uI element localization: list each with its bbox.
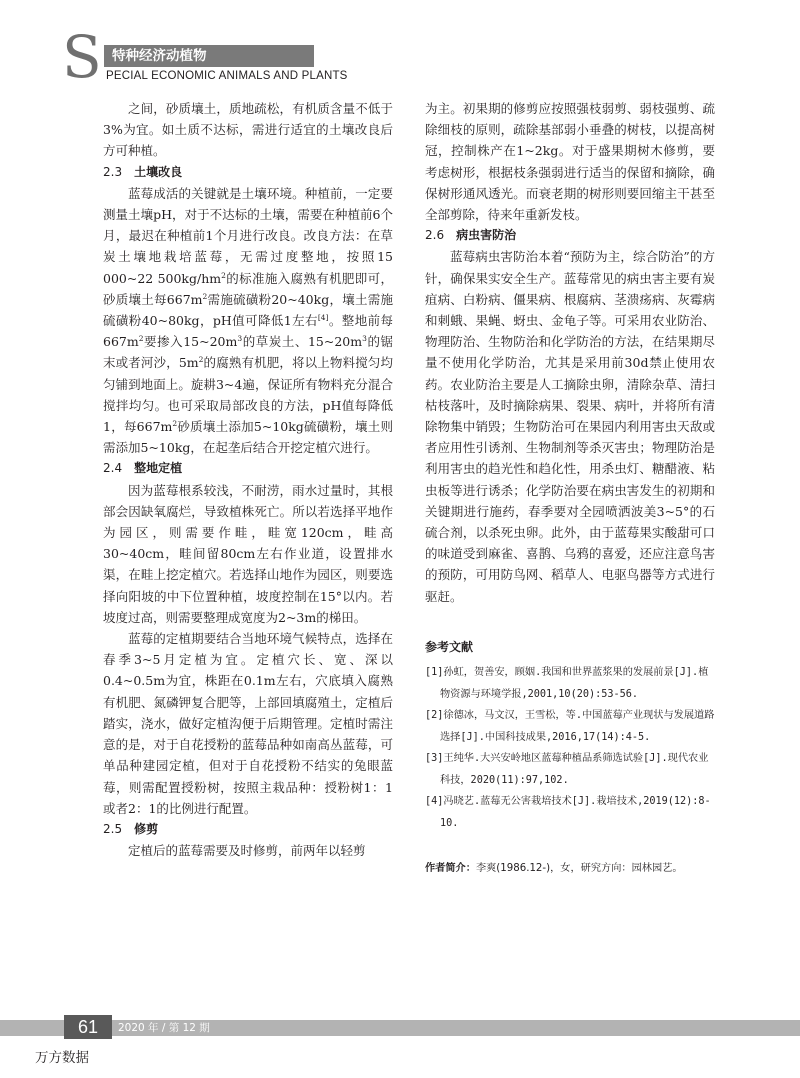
issue-label: 2020 年 / 第 12 期: [118, 1022, 210, 1034]
section-2-6-paragraph: 蓝莓病虫害防治本着“预防为主，综合防治”的方针，确保果实安全生产。蓝莓常见的病虫害主要有炭疽病、白粉病、僵果病、根腐病、茎溃疡病、灰霉病和刺蛾、果蝇、蚜虫、金龟子等。可采用农业防治、物理防治、生物防治和化学防治的方法，在结果期尽量不使用化学防治，尤其是采用前30d禁止使用农药。农业防治主要是人工摘除虫卵，清除杂草、清扫枯枝落叶，及时摘除病果、裂果、病叶，并将所有清除物集中销毁；生物防治可在果园内利用害虫天敌或者应用性引诱剂、生物制剂等杀灭害虫；物理防治是利用害虫的趋光性和趋化性，用杀虫灯、糖醋液、粘虫板等进行诱杀；化学防治要在病虫害发生的初期和关键期进行施药，春季要对全园喷洒波美3~5°的石硫合剂，以杀死虫卵。此外，由于蓝莓果实酸甜可口的味道受到麻雀、喜鹊、乌鸦的喜爱，还应注意鸟害的预防，可用防鸟网、稻草人、电驱鸟器等方式进行驱赶。: [425, 249, 715, 604]
right-column: [425, 98, 715, 879]
reference-item: [3]王纯华.大兴安岭地区蓝莓种植品系筛选试验[J].现代农业科技，2020(11):97,102.: [425, 753, 709, 786]
header-title-cn: 特种经济动植物: [112, 48, 207, 64]
section-2-5-paragraph: 定植后的蓝莓需要及时修剪，前两年以轻剪: [128, 843, 366, 859]
section-number: 2.3: [103, 164, 123, 179]
reference-item: [2]徐德冰，马文汉，王雪松，等.中国蓝莓产业现状与发展道路选择[J].中国科技成果,2016,17(14):4-5.: [425, 710, 715, 743]
section-title: 修剪: [134, 821, 159, 836]
section-heading-2-3: [103, 162, 393, 183]
references-title: 参考文献: [425, 639, 474, 654]
section-title: 病虫害防治: [456, 228, 517, 243]
section-heading-2-6: [425, 225, 715, 246]
page-number: 61: [77, 1017, 99, 1037]
header-initial: S: [62, 23, 102, 91]
section-title: 整地定植: [134, 461, 183, 476]
section-number: 2.6: [425, 228, 445, 243]
header-title-en: PECIAL ECONOMIC ANIMALS AND PLANTS: [106, 70, 348, 82]
reference-item: [1]孙虹，贺善安，顾姻.我国和世界蓝浆果的发展前景[J].植物资源与环境学报,2001,10(20):53-56.: [425, 667, 709, 700]
journal-header: [62, 23, 762, 92]
left-column: [103, 98, 393, 861]
section-heading-2-4: [103, 458, 393, 479]
page-number-box: [64, 1015, 112, 1039]
reference-item: [4]冯晓艺.蓝莓无公害栽培技术[J].栽培技术,2019(12):8-10.: [425, 796, 711, 829]
citation-ref: [4]: [317, 312, 329, 322]
section-heading-2-5: [103, 819, 393, 840]
author-note: [425, 858, 715, 879]
watermark-text: 万方数据: [35, 1050, 89, 1066]
section-2-4-paragraph-1: 因为蓝莓根系较浅，不耐涝，雨水过量时，其根部会因缺氧腐烂，导致植株死亡。所以若选择平地作为园区，则需要作畦，畦宽120cm，畦高30~40cm，畦间留80cm左右作业道，设置排水渠，在畦上挖定植穴。若选择山地作为园区，则要选择向阳坡的中下位置种植，坡度控制在15°以内。若坡度过高，则需要整理成宽度为2~3m的梯田。: [103, 482, 393, 625]
section-number: 2.5: [103, 821, 123, 836]
section-2-3-paragraph: 蓝莓成活的关键就是土壤环境。种植前，一定要测量土壤pH，对于不达标的土壤，需要在种植前6个月，最迟在种植前1个月进行改良。改良方法：在草炭土壤地栽培蓝莓，无需过度整地，按照15 000~22 $500kg/hm^2$的标准施入腐熟有机肥即可，砂质壤土每$667m^2$需施硫磺粉20~40kg，壤土需施硫磺粉40~80kg，pH值可降低1左右[4]。整地前每$667m^2$要掺入$15\sim 20m^3$的草炭土、$15\sim 20m^3$的锯末或者河沙，$5m^2$的腐熟有机肥，将以上物料搅匀均匀铺到地面上。旋耕3~4遍，保证所有物料充分混合搅拌均匀。也可采取局部改良的方法，pH值每降低1，每$667m^2$砂质壤土添加5~10kg硫磺粉，壤土则需添加5~10kg，在起垄后结合开挖定植穴进行。: [103, 185, 393, 456]
author-label: 作者简介：: [425, 863, 476, 875]
section-2-4-paragraph-2: 蓝莓的定植期要结合当地环境气候特点，选择在春季3~5月定植为宜。定植穴长、宽、深以0.4~0.5m为宜，株距在0.1m左右，穴底填入腐熟有机肥、氮磷钾复合肥等，上部回填腐殖土，定植后踏实，浇水，做好定植沟便于后期管理。定植时需注意的是，对于自花授粉的蓝莓品种如南高丛蓝莓，可单品种建园定植，但对于自花授粉不结实的兔眼蓝莓，则需配置授粉树，按照主栽品种：授粉树1：1或者2：1的比例进行配置。: [103, 631, 393, 816]
author-text: 李爽(1986.12-)，女，研究方向：园林园艺。: [475, 863, 683, 875]
intro-paragraph: 之间，砂质壤土，质地疏松，有机质含量不低于3%为宜。如土质不达标，需进行适宜的土壤改良后方可种植。: [103, 101, 393, 159]
continued-paragraph: 为主。初果期的修剪应按照强枝弱剪、弱枝强剪、疏除细枝的原则，疏除基部弱小垂叠的树枝，以提高树冠，控制株产在1~2kg。对于盛果期树木修剪，要考虑树形，根据枝条强弱进行适当的保留和摘除，确保树形通风透光。而衰老期的树形则要回缩主干甚至全部剪除，待来年重新发枝。: [425, 101, 715, 223]
section-number: 2.4: [103, 461, 123, 476]
section-title: 土壤改良: [134, 164, 183, 179]
